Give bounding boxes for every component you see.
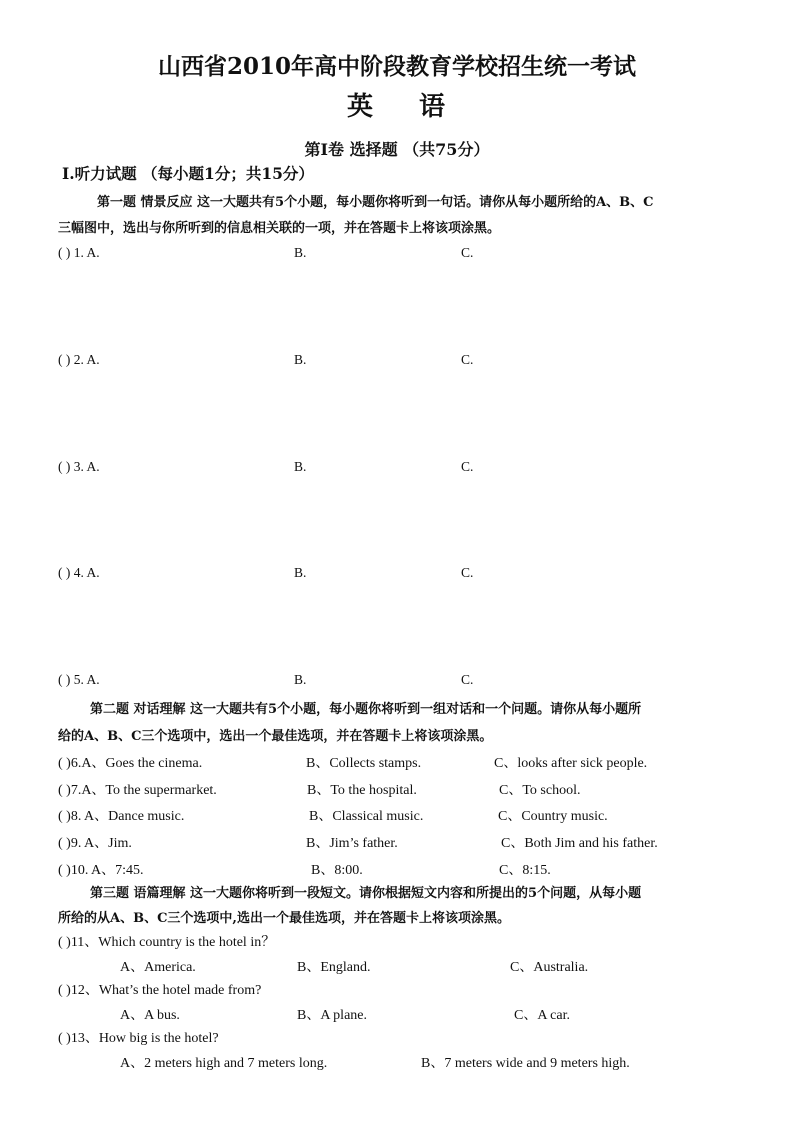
pic-question-3-b: B.	[294, 459, 307, 474]
dialog-question-9: ( )9. A、Jim.	[58, 836, 132, 851]
passage-question-11-c: C、Australia.	[510, 960, 589, 975]
pic-question-5-c: C.	[461, 672, 474, 687]
pic-question-5-b: B.	[294, 672, 307, 687]
q3-instruction-line2: 所给的从A、B、C三个选项中,选出一个最佳选项，并在答题卡上将该项涂黑。	[58, 911, 510, 926]
q1-instruction-line2: 三幅图中，选出与你所听到的信息相关联的一项，并在答题卡上将该项涂黑。	[58, 221, 501, 236]
dialog-question-6-b: B、Collects stamps.	[306, 756, 422, 771]
passage-question-11-a: A、America.	[120, 960, 196, 975]
pic-question-1: ( ) 1. A.	[58, 245, 100, 260]
passage-question-12: ( )12、What’s the hotel made from?	[58, 983, 262, 998]
dialog-question-8-c: C、Country music.	[498, 809, 608, 824]
dialog-question-7-c: C、To school.	[499, 783, 581, 798]
dialog-question-9-c: C、Both Jim and his father.	[501, 836, 658, 851]
pic-question-3-c: C.	[461, 459, 474, 474]
pic-question-2-c: C.	[461, 352, 474, 367]
pic-question-5: ( ) 5. A.	[58, 672, 100, 687]
q3-instruction-line1: 第三题 语篇理解 这一大题你将听到一段短文。请你根据短文内容和所提出的5个问题，从每小题	[90, 886, 642, 901]
dialog-question-7: ( )7.A、To the supermarket.	[58, 783, 217, 798]
dialog-question-7-b: B、To the hospital.	[307, 783, 417, 798]
dialog-question-10-c: C、8:15.	[499, 863, 551, 878]
dialog-question-10-b: B、8:00.	[311, 863, 363, 878]
subject-char-1: 英	[346, 92, 375, 122]
dialog-question-6: ( )6.A、Goes the cinema.	[58, 756, 203, 771]
passage-question-12-c: C、A car.	[514, 1008, 570, 1023]
pic-question-1-c: C.	[461, 245, 474, 260]
passage-question-12-a: A、A bus.	[120, 1008, 180, 1023]
subject-char-2: 语	[419, 92, 448, 122]
dialog-question-8: ( )8. A、Dance music.	[58, 809, 185, 824]
dialog-question-9-b: B、Jim’s father.	[306, 836, 398, 851]
pic-question-2-b: B.	[294, 352, 307, 367]
pic-question-2: ( ) 2. A.	[58, 352, 100, 367]
pic-question-4-b: B.	[294, 565, 307, 580]
q2-instruction-line1: 第二题 对话理解 这一大题共有5个小题，每小题你将听到一组对话和一个问题。请你从每小题所	[90, 702, 642, 717]
exam-title: 山西省2010年高中阶段教育学校招生统一考试	[157, 53, 636, 80]
dialog-question-10: ( )10. A、7:45.	[58, 863, 144, 878]
dialog-question-8-b: B、Classical music.	[309, 809, 424, 824]
passage-question-11: ( )11、Which country is the hotel in？	[58, 935, 276, 950]
pic-question-3: ( ) 3. A.	[58, 459, 100, 474]
passage-question-12-b: B、A plane.	[297, 1008, 367, 1023]
pic-question-4-c: C.	[461, 565, 474, 580]
part-title: 第Ⅰ卷 选择题 （共75分）	[304, 140, 490, 159]
q1-instruction-line1: 第一题 情景反应 这一大题共有5个小题，每小题你将听到一句话。请你从每小题所给的A、B、C	[97, 195, 654, 210]
q2-instruction-line2: 给的A、B、C三个选项中，选出一个最佳选项，并在答题卡上将该项涂黑。	[58, 729, 493, 744]
section-title: Ⅰ.听力试题 （每小题1分；共15分）	[62, 164, 314, 183]
pic-question-1-b: B.	[294, 245, 307, 260]
dialog-question-6-c: C、looks after sick people.	[494, 756, 648, 771]
pic-question-4: ( ) 4. A.	[58, 565, 100, 580]
subject-title	[0, 86, 794, 123]
passage-question-13: ( )13、How big is the hotel?	[58, 1031, 219, 1046]
passage-question-13-a: A、2 meters high and 7 meters long.	[120, 1056, 328, 1071]
passage-question-11-b: B、England.	[297, 960, 371, 975]
passage-question-13-b: B、7 meters wide and 9 meters high.	[421, 1056, 630, 1071]
